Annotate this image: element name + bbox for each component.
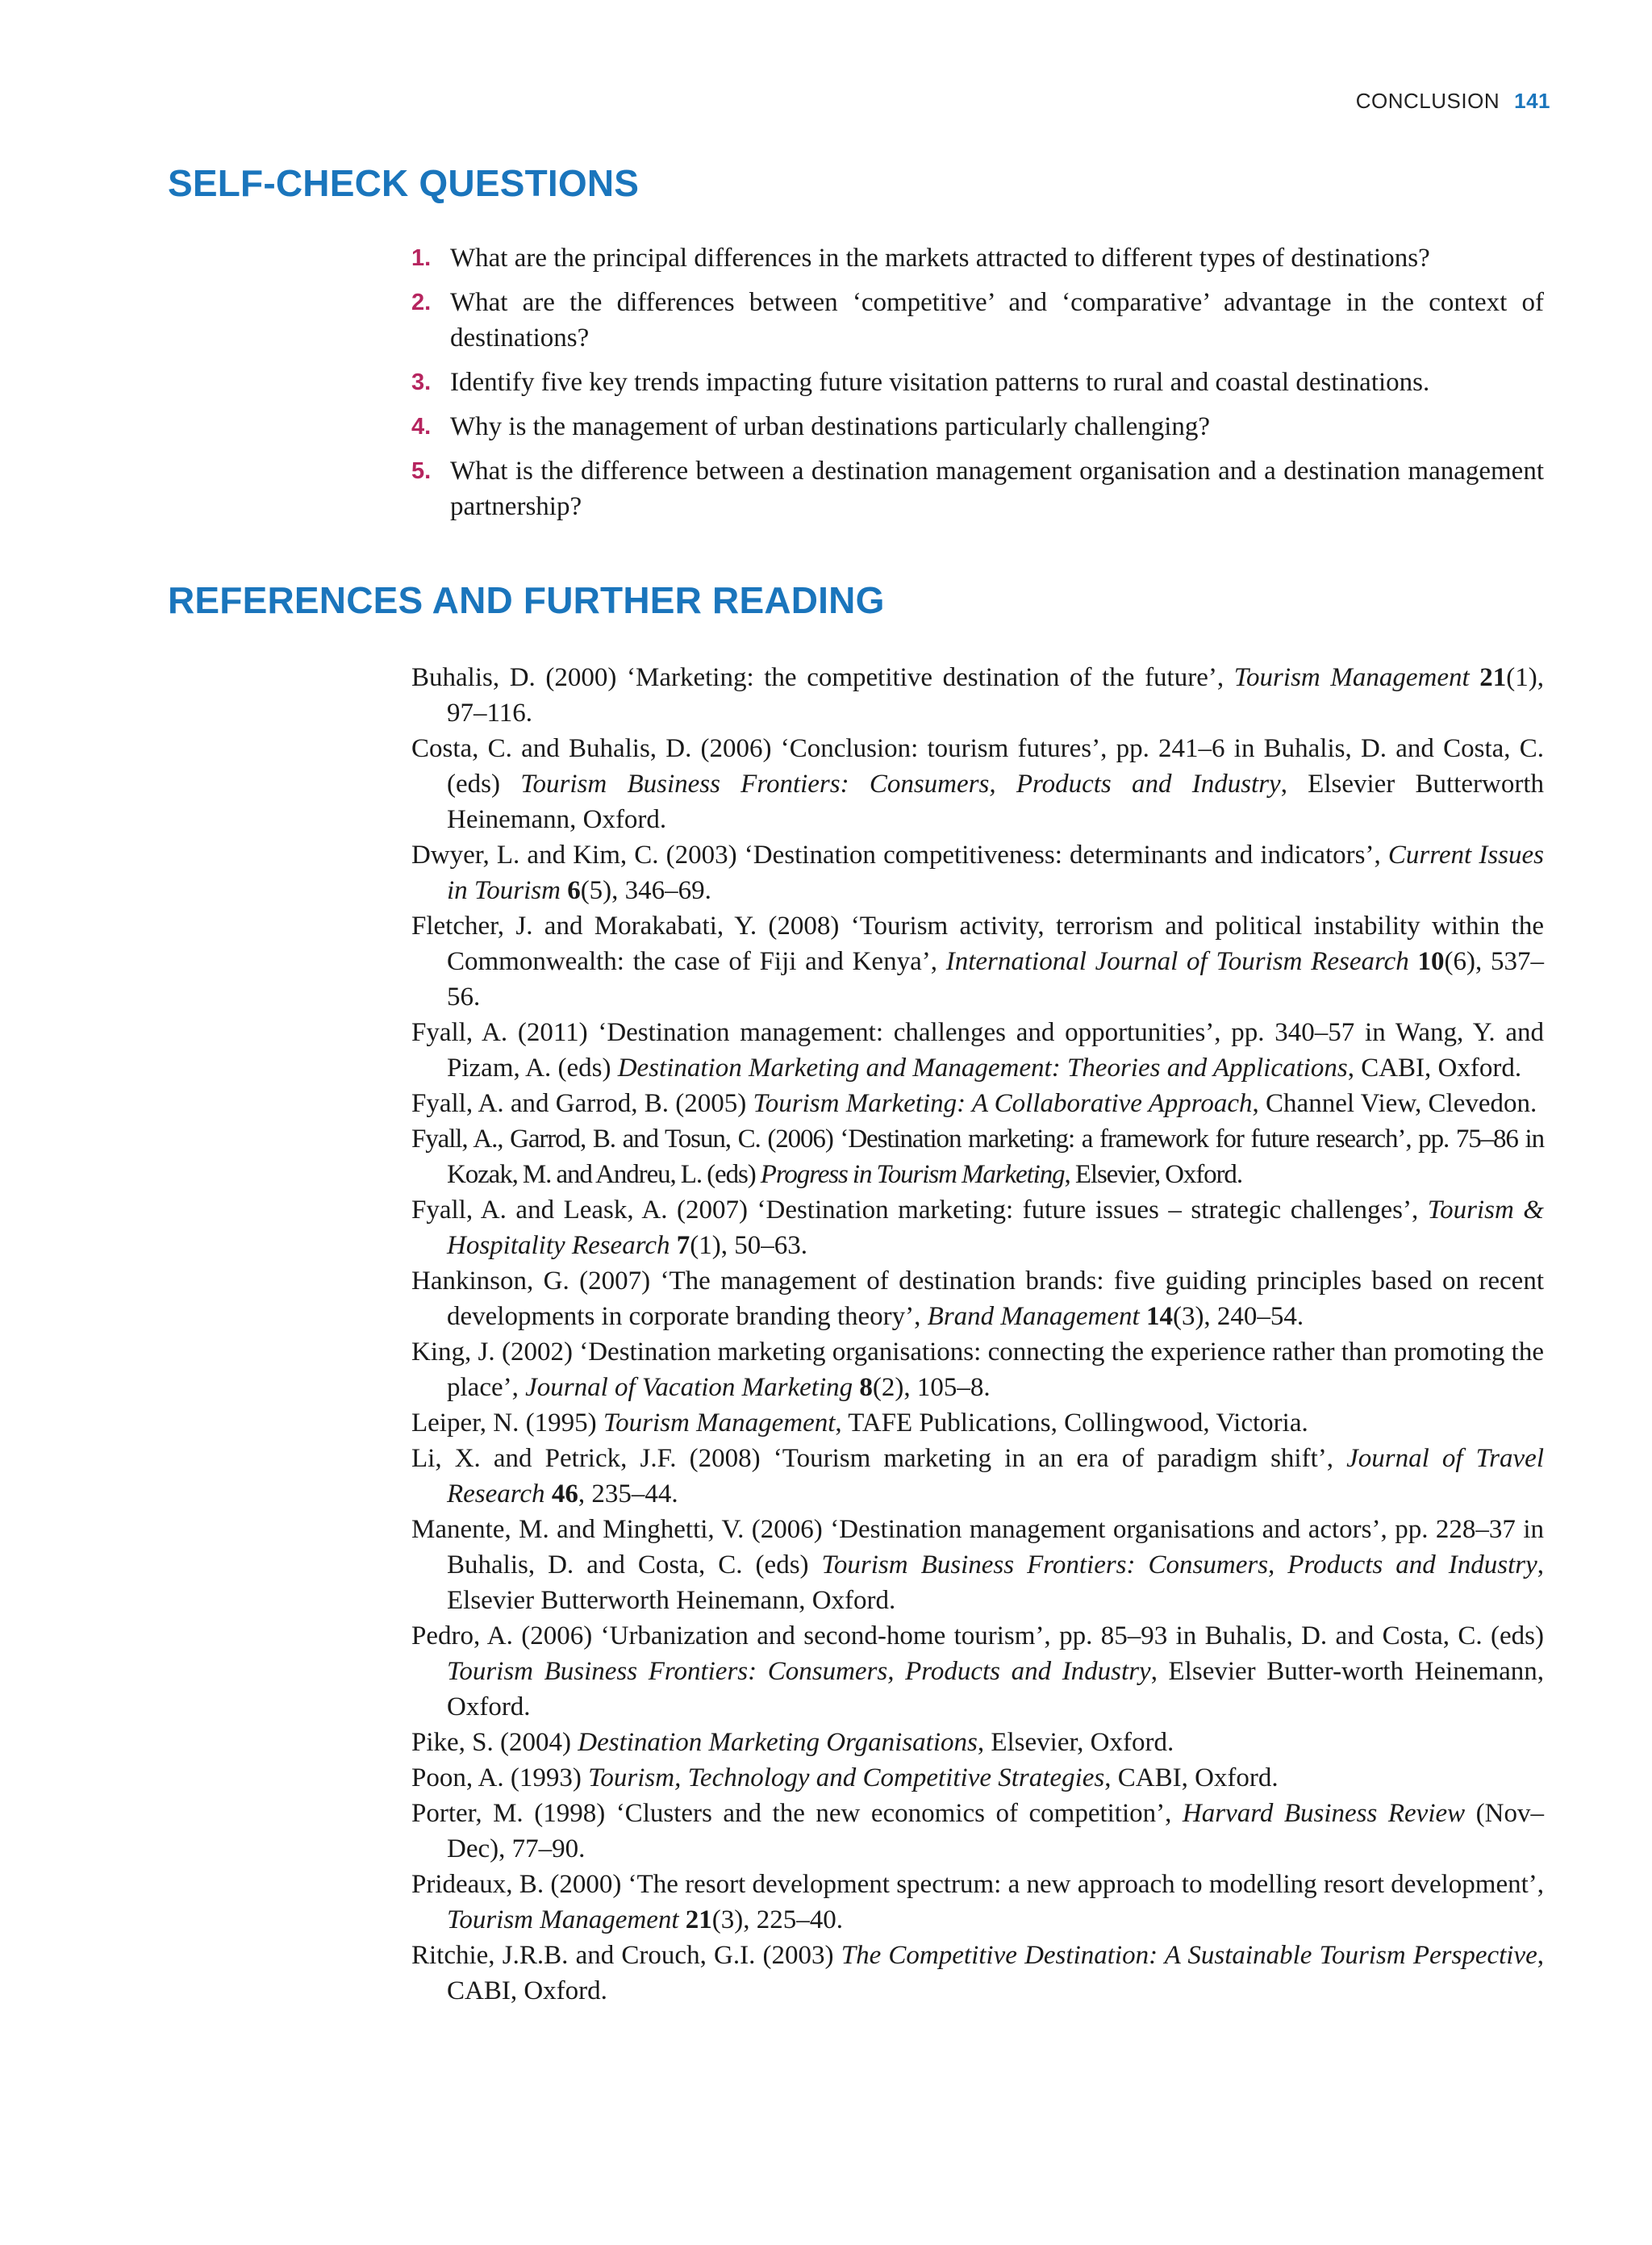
question-number: 4.: [411, 414, 432, 440]
reference-item: [411, 1512, 1544, 1618]
reference-volume: 46: [551, 1479, 578, 1508]
reference-details: , Elsevier, Oxford.: [1064, 1160, 1242, 1189]
reference-source-title: Brand Management: [927, 1302, 1140, 1331]
reference-volume: 10: [1417, 947, 1445, 976]
reference-item: [411, 731, 1544, 837]
question-text: Why is the management of urban destinations particularly challenging?: [450, 412, 1211, 441]
reference-citation: Buhalis, D. (2000) ‘Marketing: the competitive destination of the future’,: [411, 663, 1234, 692]
reference-source-title: The Competitive Destination: A Sustainable Tourism Perspective: [841, 1941, 1537, 1970]
reference-citation: Dwyer, L. and Kim, C. (2003) ‘Destination competitiveness: determinants and indicators’,: [411, 841, 1388, 870]
reference-item: [411, 837, 1544, 908]
reference-item: [411, 1263, 1544, 1334]
reference-item: [411, 1725, 1544, 1760]
reference-item: [411, 1618, 1544, 1725]
reference-volume: 6: [567, 876, 581, 905]
reference-citation: Porter, M. (1998) ‘Clusters and the new economics of competition’,: [411, 1799, 1183, 1828]
reference-citation: Ritchie, J.R.B. and Crouch, G.I. (2003): [411, 1941, 841, 1970]
running-head: [1356, 89, 1550, 114]
reference-source-title: Journal of Vacation Marketing: [525, 1373, 853, 1402]
reference-volume: 8: [859, 1373, 873, 1402]
reference-details: , Elsevier Butter-worth Heinemann, Oxford.: [447, 1657, 1544, 1721]
reference-details: (1), 97–116.: [447, 663, 1545, 728]
reference-citation: Fletcher, J. and Morakabati, Y. (2008) ‘Tourism activity, terrorism and political instability within the Commonwealth: the case of Fiji and Kenya’,: [411, 912, 1544, 976]
reference-source-title: Destination Marketing and Management: Theories and Applications: [617, 1054, 1348, 1083]
reference-source-title: Harvard Business Review: [1182, 1799, 1466, 1828]
reference-volume: 21: [685, 1905, 712, 1934]
question-number: 5.: [411, 458, 432, 484]
reference-details: (Nov–Dec), 77–90.: [447, 1799, 1544, 1863]
reference-volume: 21: [1479, 663, 1507, 692]
reference-spacer: [1140, 1302, 1146, 1331]
reference-citation: Fyall, A. (2011) ‘Destination management: challenges and opportunities’, pp. 340–57 in Wang, Y. and Pizam, A. (eds): [411, 1018, 1544, 1083]
reference-item: [411, 1796, 1544, 1867]
references-list: [411, 660, 1544, 2009]
reference-item: [411, 1938, 1544, 2009]
reference-citation: Leiper, N. (1995): [411, 1408, 603, 1438]
reference-item: [411, 1334, 1544, 1405]
question-number: 3.: [411, 369, 432, 395]
reference-source-title: Tourism Management: [603, 1408, 836, 1438]
reference-item: [411, 1192, 1544, 1263]
reference-citation: Li, X. and Petrick, J.F. (2008) ‘Tourism marketing in an era of paradigm shift’,: [411, 1444, 1347, 1473]
reference-details: (3), 240–54.: [1172, 1302, 1304, 1331]
reference-citation: Costa, C. and Buhalis, D. (2006) ‘Conclusion: tourism futures’, pp. 241–6 in Buhalis, D. and Costa, C. (eds): [411, 734, 1544, 799]
running-head-section: CONCLUSION: [1355, 89, 1500, 113]
reference-item: [411, 1121, 1544, 1192]
reference-source-title: Tourism Management: [1233, 663, 1470, 692]
reference-spacer: [1470, 663, 1480, 692]
reference-citation: Fyall, A. and Leask, A. (2007) ‘Destination marketing: future issues – strategic challenges’,: [411, 1196, 1428, 1225]
reference-spacer: [561, 876, 567, 905]
reference-citation: Manente, M. and Minghetti, V. (2006) ‘Destination management organisations and actors’, pp. 228–37 in Buhalis, D. and Costa, C. (eds): [411, 1515, 1544, 1579]
reference-source-title: International Journal of Tourism Research: [945, 947, 1409, 976]
reference-citation: Fyall, A., Garrod, B. and Tosun, C. (2006) ‘Destination marketing: a framework for future research’, pp. 75–86 in Kozak, M. and Andreu, L. (eds): [411, 1125, 1544, 1189]
reference-details: (1), 50–63.: [690, 1231, 807, 1260]
reference-details: (3), 225–40.: [711, 1905, 844, 1934]
reference-details: , Elsevier, Oxford.: [977, 1728, 1174, 1757]
reference-item: [411, 1867, 1544, 1938]
reference-volume: 7: [676, 1231, 690, 1260]
reference-item: [411, 1760, 1544, 1796]
question-item: [411, 409, 1544, 444]
reference-spacer: [545, 1479, 552, 1508]
reference-source-title: Destination Marketing Organisations: [578, 1728, 978, 1757]
reference-details: , TAFE Publications, Collingwood, Victoria.: [835, 1408, 1308, 1438]
self-check-questions-list: [411, 240, 1544, 533]
reference-source-title: Journal of Travel Research: [447, 1444, 1544, 1508]
references-heading: REFERENCES AND FURTHER READING: [168, 579, 885, 621]
reference-spacer: [679, 1905, 686, 1934]
reference-citation: Pike, S. (2004): [411, 1728, 578, 1757]
question-number: 2.: [411, 290, 432, 315]
reference-source-title: Tourism Business Frontiers: Consumers, Products and Industry: [447, 1657, 1151, 1686]
reference-details: , Channel View, Clevedon.: [1252, 1089, 1537, 1118]
reference-item: [411, 1015, 1544, 1086]
page-number: 141: [1514, 89, 1550, 113]
reference-item: [411, 1441, 1544, 1512]
reference-citation: Poon, A. (1993): [411, 1763, 589, 1792]
reference-spacer: [670, 1231, 676, 1260]
question-item: [411, 453, 1544, 524]
reference-details: , CABI, Oxford.: [1347, 1054, 1522, 1083]
reference-source-title: Tourism & Hospitality Research: [447, 1196, 1544, 1260]
question-text: What are the principal differences in the markets attracted to different types of destinations?: [450, 244, 1430, 273]
question-item: [411, 240, 1544, 276]
reference-source-title: Tourism Management: [447, 1905, 679, 1934]
question-number: 1.: [411, 245, 432, 271]
question-text: Identify five key trends impacting future visitation patterns to rural and coastal destinations.: [450, 368, 1430, 397]
reference-source-title: Current Issues in Tourism: [447, 841, 1544, 905]
reference-citation: Prideaux, B. (2000) ‘The resort development spectrum: a new approach to modelling resort development’,: [411, 1870, 1544, 1899]
reference-details: , Elsevier Butterworth Heinemann, Oxford.: [447, 1550, 1544, 1615]
self-check-heading: SELF-CHECK QUESTIONS: [168, 162, 640, 204]
reference-item: [411, 660, 1544, 731]
question-text: What is the difference between a destination management organisation and a destination management partnership?: [450, 457, 1544, 521]
reference-source-title: Tourism, Technology and Competitive Strategies: [588, 1763, 1105, 1792]
reference-spacer: [1409, 947, 1418, 976]
reference-details: , CABI, Oxford.: [1104, 1763, 1279, 1792]
reference-item: [411, 908, 1544, 1015]
question-item: [411, 365, 1544, 400]
reference-item: [411, 1086, 1544, 1121]
reference-details: (6), 537–56.: [447, 947, 1545, 1012]
reference-details: , 235–44.: [578, 1479, 678, 1508]
reference-source-title: Tourism Business Frontiers: Consumers, Products and Industry: [520, 770, 1281, 799]
reference-details: (2), 105–8.: [872, 1373, 991, 1402]
reference-citation: Hankinson, G. (2007) ‘The management of destination brands: five guiding principles based on recent developments in corporate branding theory’,: [411, 1266, 1544, 1331]
reference-details: , CABI, Oxford.: [447, 1941, 1544, 2005]
reference-details: , Elsevier Butterworth Heinemann, Oxford.: [447, 770, 1545, 834]
reference-source-title: Tourism Business Frontiers: Consumers, Products and Industry: [821, 1550, 1537, 1579]
reference-citation: Pedro, A. (2006) ‘Urbanization and second-home tourism’, pp. 85–93 in Buhalis, D. and Costa, C. (eds): [411, 1621, 1544, 1650]
reference-citation: King, J. (2002) ‘Destination marketing organisations: connecting the experience rather than promoting the place’,: [411, 1337, 1544, 1402]
question-item: [411, 285, 1544, 356]
reference-source-title: Progress in Tourism Marketing: [760, 1160, 1065, 1189]
reference-source-title: Tourism Marketing: A Collaborative Approach: [753, 1089, 1253, 1118]
reference-citation: Fyall, A. and Garrod, B. (2005): [411, 1089, 753, 1118]
question-text: What are the differences between ‘competitive’ and ‘comparative’ advantage in the context of destinations?: [450, 288, 1544, 353]
reference-details: (5), 346–69.: [580, 876, 711, 905]
reference-volume: 14: [1145, 1302, 1173, 1331]
reference-item: [411, 1405, 1544, 1441]
